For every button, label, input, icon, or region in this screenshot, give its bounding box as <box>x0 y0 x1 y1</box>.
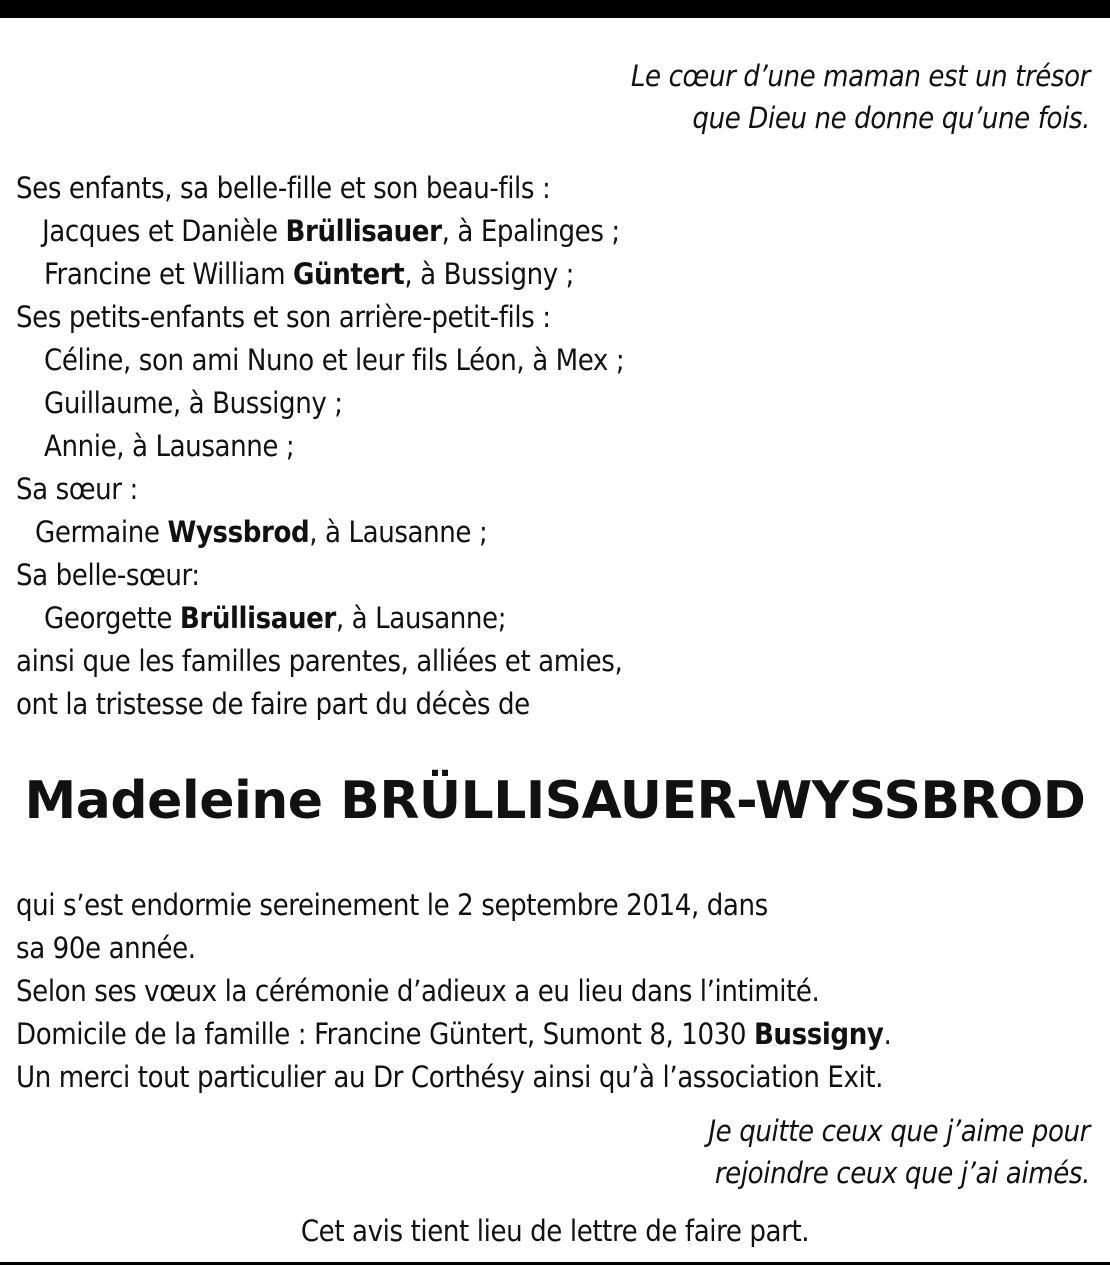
sister-surname: Wyssbrod <box>167 515 310 549</box>
sister-heading: Sa sœur : <box>16 472 138 506</box>
closing-line-2: ont la tristesse de faire part du décès de <box>16 687 530 721</box>
grandchildren-heading: Ses petits-enfants et son arrière-petit-fils : <box>16 300 551 334</box>
child1-prefix: Jacques et Danièle <box>42 214 286 248</box>
child-entry-1 <box>42 213 620 249</box>
details-line-4 <box>16 1016 891 1052</box>
sister-prefix: Germaine <box>35 515 168 549</box>
child2-prefix: Francine et William <box>44 257 294 291</box>
bottom-quote-line-2: rejoindre ceux que j’ai aimés. <box>714 1156 1090 1190</box>
footer-notice: Cet avis tient lieu de lettre de faire part. <box>300 1214 810 1248</box>
closing-line-1: ainsi que les familles parentes, alliées et amies, <box>16 644 623 678</box>
details-line-3: Selon ses vœux la cérémonie d’adieux a eu lieu dans l’intimité. <box>16 974 820 1008</box>
grandchild-entry-2: Guillaume, à Bussigny ; <box>44 386 343 420</box>
bottom-quote-line-1: Je quitte ceux que j’aime pour <box>708 1114 1090 1148</box>
sister-in-law-entry <box>44 600 506 636</box>
child2-surname: Güntert <box>293 257 405 291</box>
details-line-1: qui s’est endormie sereinement le 2 septembre 2014, dans <box>16 888 768 922</box>
sisterinlaw-surname: Brüllisauer <box>179 601 336 635</box>
grandchild-entry-3: Annie, à Lausanne ; <box>44 429 295 463</box>
domicile-suffix: . <box>883 1017 892 1051</box>
child1-surname: Brüllisauer <box>285 214 442 248</box>
sisterinlaw-prefix: Georgette <box>44 601 180 635</box>
children-heading: Ses enfants, sa belle-fille et son beau-fils : <box>16 171 551 205</box>
sister-entry <box>35 514 487 550</box>
sister-suffix: , à Lausanne ; <box>309 515 488 549</box>
child1-suffix: , à Epalinges ; <box>441 214 620 248</box>
domicile-city: Bussigny <box>753 1017 884 1051</box>
grandchild-entry-1: Céline, son ami Nuno et leur fils Léon, à Mex ; <box>44 343 625 377</box>
child-entry-2 <box>44 256 574 292</box>
bottom-rule <box>0 1262 1110 1265</box>
sister-in-law-heading: Sa belle-sœur: <box>16 558 200 592</box>
top-quote-line-1: Le cœur d’une maman est un trésor <box>630 59 1090 93</box>
domicile-prefix: Domicile de la famille : Francine Güntert, Sumont 8, 1030 <box>16 1017 754 1051</box>
sisterinlaw-suffix: , à Lausanne; <box>335 601 507 635</box>
details-line-5: Un merci tout particulier au Dr Corthésy ainsi qu’à l’association Exit. <box>16 1060 884 1094</box>
deceased-name: Madeleine BRÜLLISAUER-WYSSBROD <box>24 771 1086 831</box>
top-quote-line-2: que Dieu ne donne qu’une fois. <box>692 101 1090 135</box>
child2-suffix: , à Bussigny ; <box>404 257 575 291</box>
top-rule <box>0 0 1110 18</box>
details-line-2: sa 90e année. <box>16 931 196 965</box>
